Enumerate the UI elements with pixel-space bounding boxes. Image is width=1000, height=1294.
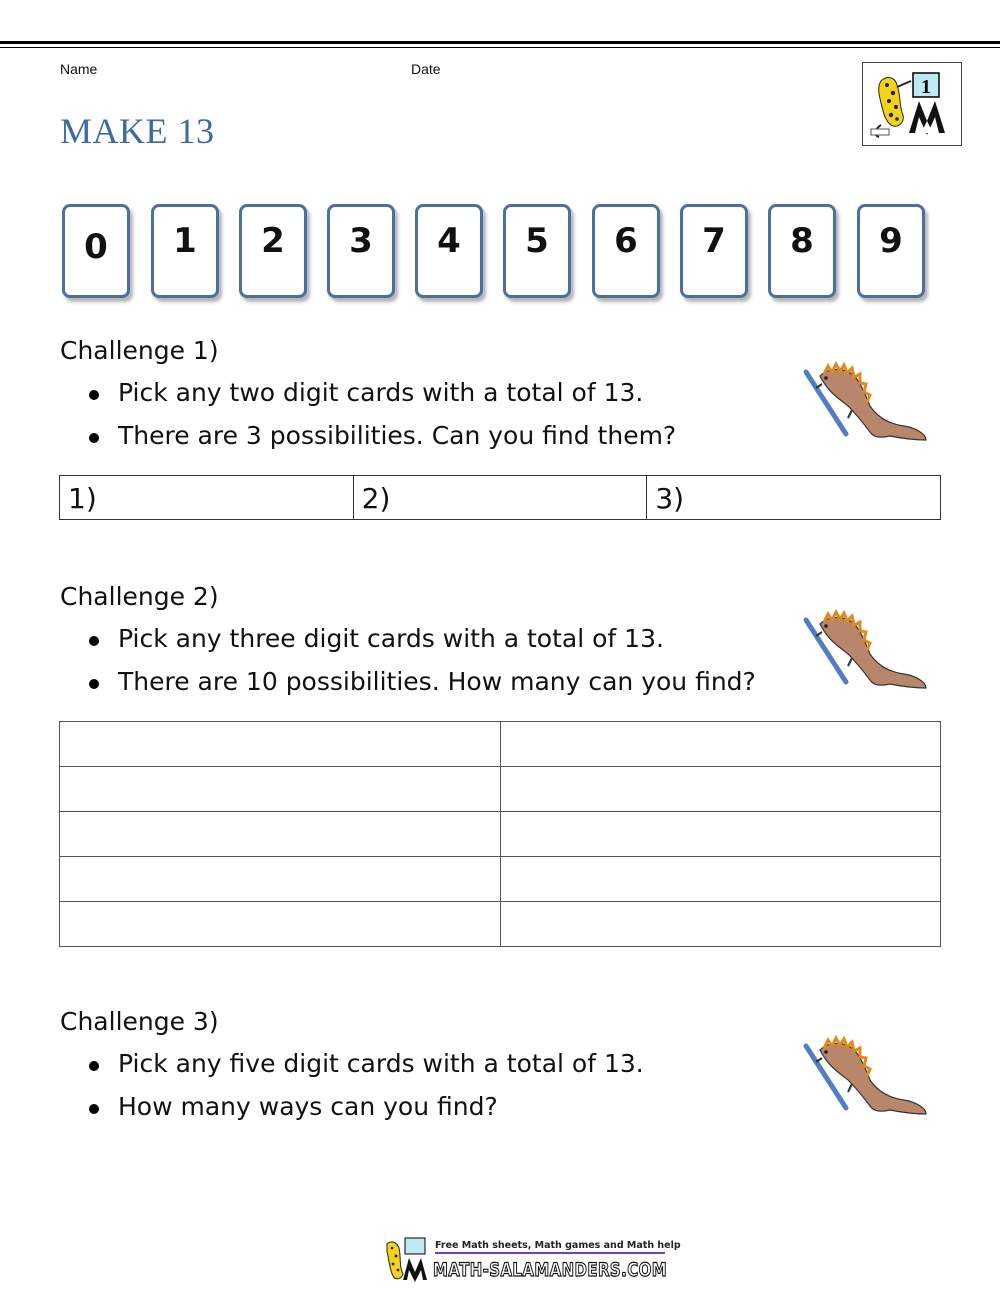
challenge-1-bullet: Pick any two digit cards with a total of 13. [118,378,644,407]
digit-card-label: 5 [525,221,549,261]
challenge-2-title: Challenge 2) [60,582,219,611]
salamander-icon [800,362,930,442]
answer-cell-label: 3) [655,482,685,515]
bullet-icon [89,1061,99,1071]
challenge-3-bullet: Pick any five digit cards with a total of 13. [118,1049,644,1078]
bullet-icon [89,390,99,400]
top-rule-thin [0,47,1000,48]
challenge-3-title: Challenge 3) [60,1007,219,1036]
digit-card [239,204,307,298]
digit-card-label: 9 [879,221,903,261]
grade-logo [862,62,962,146]
digit-card-label: 6 [614,221,638,261]
challenge-1-answer-table [59,475,941,520]
digit-card-label: 4 [437,221,461,261]
digit-card-label: 8 [790,221,814,261]
salamander-icon [800,610,930,690]
bullet-icon [89,433,99,443]
digit-card-label: 2 [261,221,285,261]
digit-card-label: 1 [173,221,197,261]
table-row [60,812,941,857]
answer-cell[interactable] [60,767,501,812]
date-label: Date [411,61,441,77]
grade-number: 1 [921,76,931,98]
answer-cell[interactable] [60,722,501,767]
answer-cell[interactable] [60,476,354,519]
digit-card [415,204,483,298]
footer-logo[interactable] [381,1234,681,1284]
footer-tagline: Free Math sheets, Math games and Math help [435,1240,681,1251]
answer-cell[interactable] [60,902,501,947]
answer-cell[interactable] [60,812,501,857]
challenge-2-answer-table [59,721,941,947]
digit-card [768,204,836,298]
top-rule [0,41,1000,44]
page-title: MAKE 13 [60,111,215,151]
answer-cell[interactable] [500,857,941,902]
answer-cell-label: 1) [68,482,97,515]
name-label: Name [60,61,98,77]
digit-card [680,204,748,298]
answer-cell[interactable] [500,767,941,812]
salamander-icon [800,1036,930,1116]
table-row [60,902,941,947]
math-salamanders-logo-icon [381,1234,681,1284]
answer-cell[interactable] [500,812,941,857]
salamander-grade-icon [863,63,961,145]
table-row [60,857,941,902]
table-row [60,767,941,812]
digit-card [857,204,925,298]
footer-site: MATH-SALAMANDERS.COM [433,1259,667,1281]
digit-card [592,204,660,298]
digit-card-label: 0 [84,227,108,267]
digit-card [62,204,130,298]
digit-card [327,204,395,298]
digit-card-label: 7 [702,221,726,261]
answer-cell-label: 2) [361,482,391,515]
challenge-1-title: Challenge 1) [60,336,219,365]
challenge-2-bullet: There are 10 possibilities. How many can you find? [118,667,756,696]
answer-cell[interactable] [500,902,941,947]
bullet-icon [89,1104,99,1114]
challenge-2-bullet: Pick any three digit cards with a total of 13. [118,624,664,653]
table-row [60,722,941,767]
challenge-3-bullet: How many ways can you find? [118,1092,498,1121]
answer-cell[interactable] [354,476,648,519]
digit-card-label: 3 [349,221,373,261]
answer-cell[interactable] [647,476,940,519]
digit-card [151,204,219,298]
bullet-icon [89,636,99,646]
digit-card [503,204,571,298]
challenge-1-bullet: There are 3 possibilities. Can you find them? [118,421,677,450]
answer-cell[interactable] [60,857,501,902]
bullet-icon [89,679,99,689]
answer-cell[interactable] [500,722,941,767]
